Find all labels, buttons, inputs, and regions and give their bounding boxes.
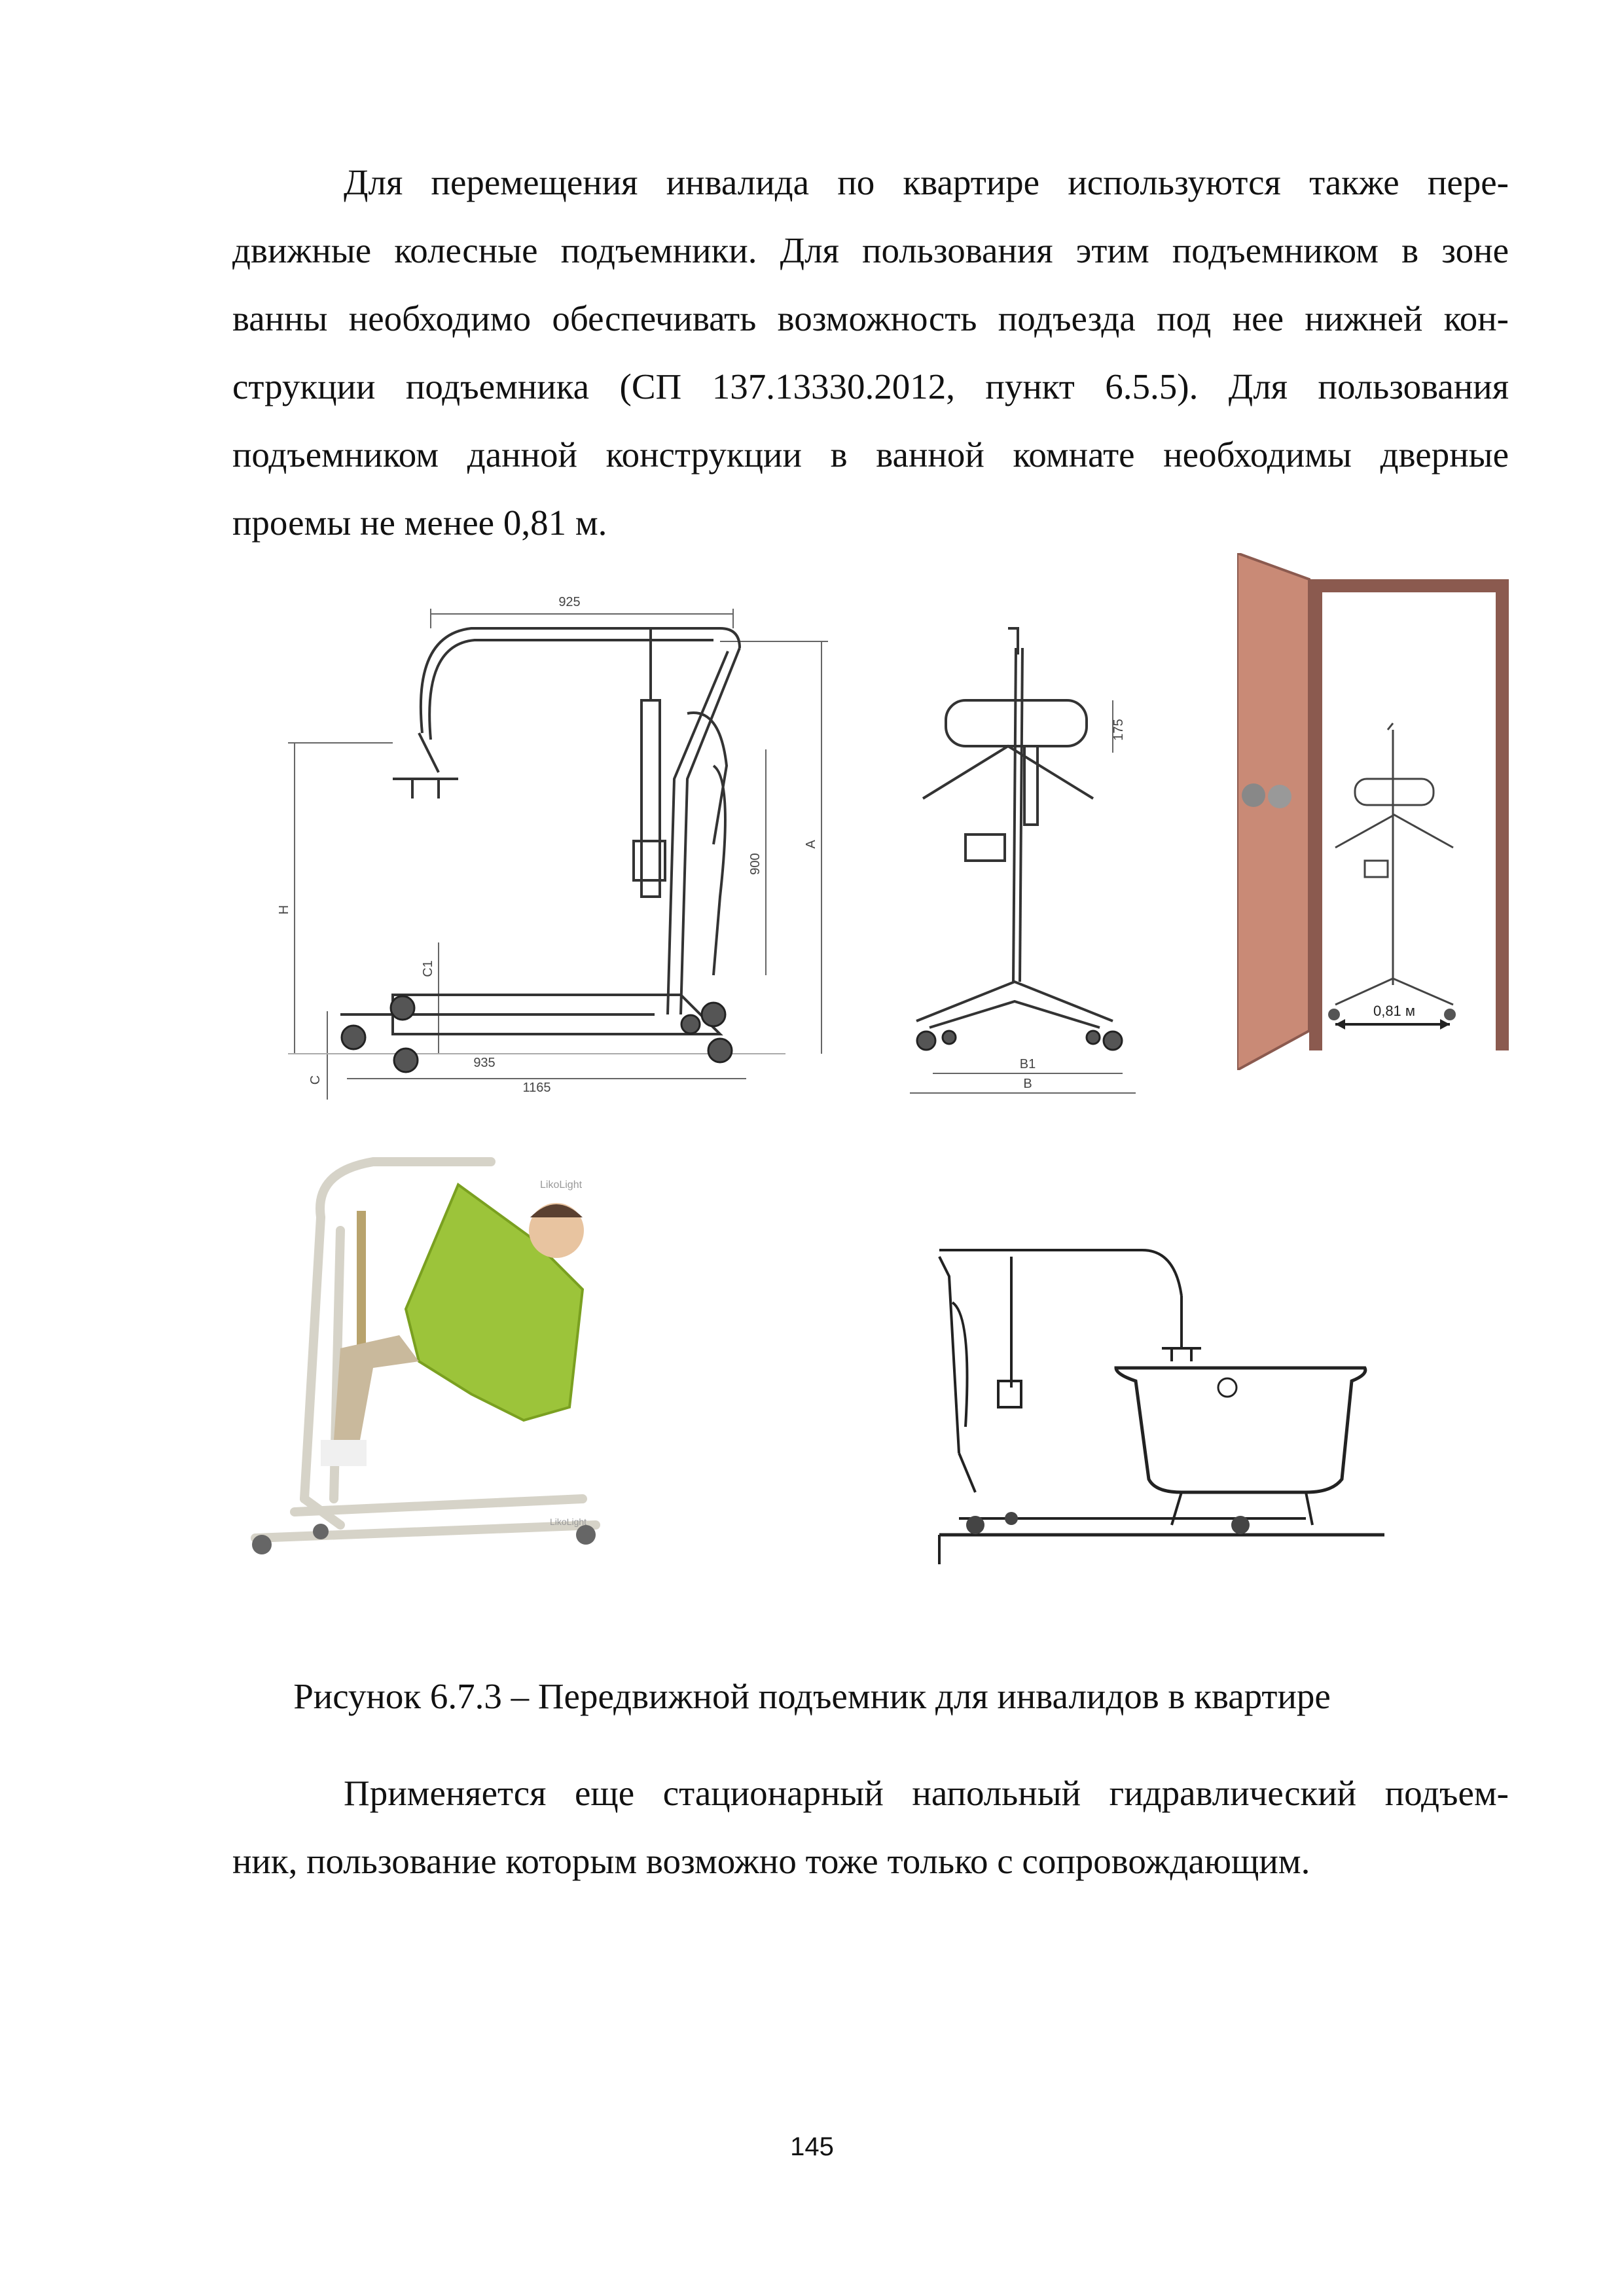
paragraph-1-line: струкции подъемника (СП 137.13330.2012, пункт 6.5.5). Для пользования: [232, 367, 1509, 406]
paragraph-1-line: ванны необходимо обеспечивать возможность подъезда под нее нижней кон-: [232, 298, 1509, 338]
lift-through-door-illustration: [1237, 553, 1512, 1070]
lift-with-patient-photo: [242, 1132, 609, 1584]
page-number: 145: [790, 2132, 834, 2161]
dim-width-top: 925: [558, 595, 581, 609]
paragraph-2-line: ник, пользование которым возможно тоже только с сопровождающим.: [232, 1841, 1310, 1881]
lift-front-view-drawing: [903, 615, 1139, 1100]
dim-base-total: 1165: [522, 1081, 551, 1095]
lift-side-view-drawing: [262, 583, 851, 1106]
dim-height-h: H: [277, 905, 291, 915]
dim-c: C: [308, 1075, 323, 1085]
paragraph-1-line: Для перемещения инвалида по квартире используются также пере-: [344, 162, 1509, 202]
dim-handle-175: 175: [1111, 719, 1126, 741]
paragraph-1-line: движные колесные подъемники. Для пользования этим подъемником в зоне: [232, 230, 1509, 270]
paragraph-2: [232, 1759, 1509, 1895]
dim-c1: C1: [421, 960, 435, 977]
door-knob-icon: [1242, 783, 1265, 807]
dim-base-inner: 935: [473, 1056, 496, 1070]
dim-height-a: A: [804, 840, 818, 849]
door-leaf: [1237, 553, 1309, 1070]
figure-caption: Рисунок 6.7.3 – Передвижной подъемник для инвалидов в квартире: [293, 1676, 1331, 1716]
brand-label: LikoLight: [540, 1179, 583, 1191]
dim-b: B: [1023, 1077, 1032, 1091]
door-width-label: 0,81 м: [1373, 1003, 1416, 1019]
dim-b1: B1: [1019, 1057, 1036, 1071]
dim-mast-900: 900: [748, 853, 763, 875]
paragraph-1-line: проемы не менее 0,81 м.: [232, 503, 607, 543]
paragraph-1: [232, 149, 1509, 557]
brand-label-base: LikoLight: [550, 1516, 587, 1527]
paragraph-2-line: Применяется еще стационарный напольный гидравлический подъем-: [344, 1773, 1509, 1813]
lift-over-bathtub-drawing: [913, 1217, 1391, 1584]
paragraph-1-line: подъемником данной конструкции в ванной комнате необходимы дверные: [232, 435, 1509, 475]
door-knob-icon: [1268, 785, 1291, 808]
